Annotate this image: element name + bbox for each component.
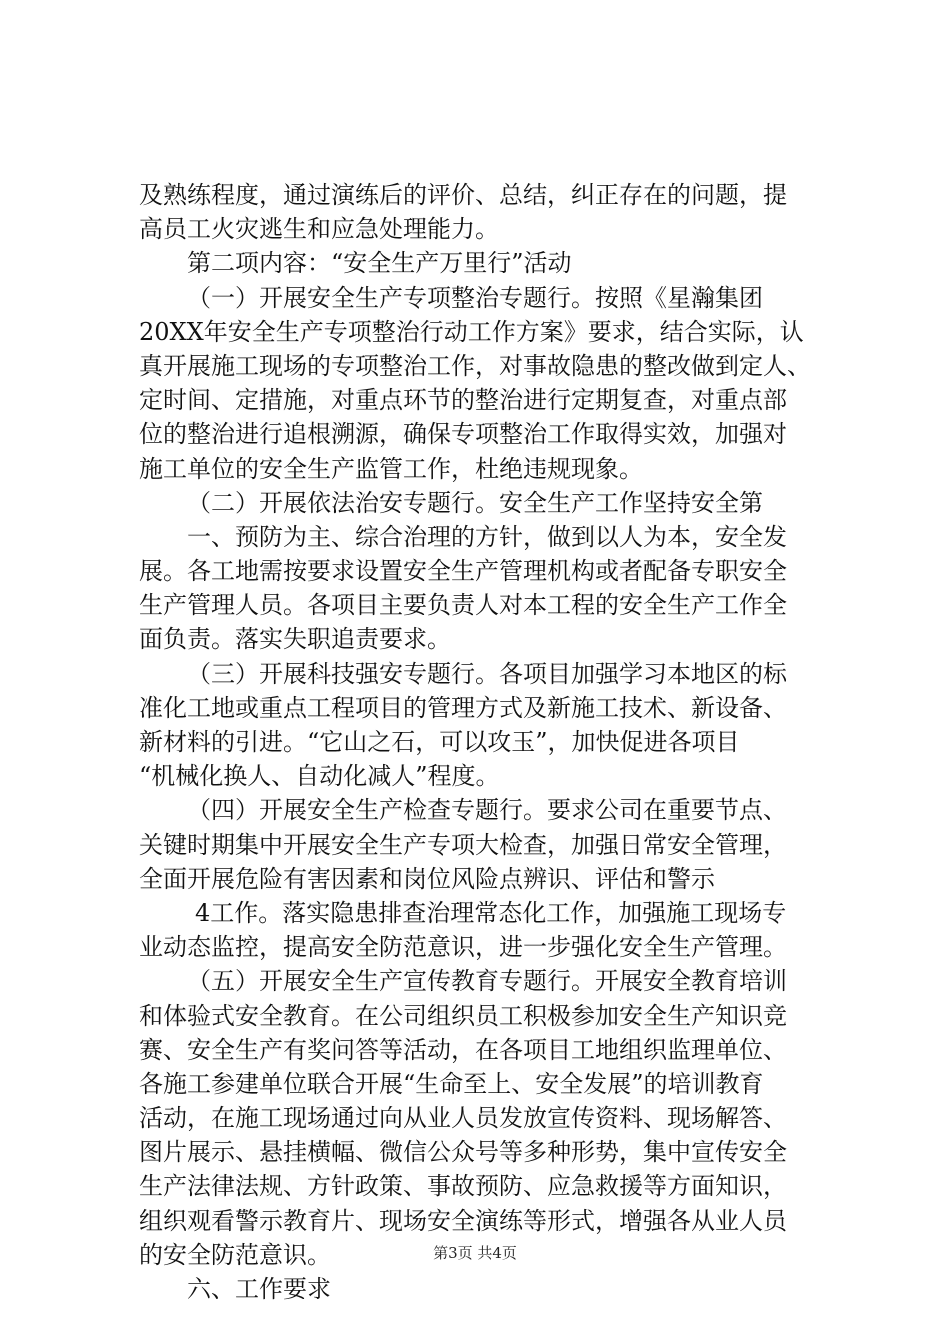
text-line: 位的整治进行追根溯源，确保专项整治工作取得实效，加强对 — [139, 420, 787, 449]
text-line: 及熟练程度，通过演练后的评价、总结，纠正存在的问题，提 — [139, 181, 787, 209]
paragraph-start: （五）开展安全生产宣传教育专题行。开展安全教育培训 — [187, 967, 787, 996]
text-line: 组织观看警示教育片、现场安全演练等形式，增强各从业人员 — [139, 1206, 787, 1235]
paragraph-start: （三）开展科技强安专题行。各项目加强学习本地区的标 — [187, 659, 787, 688]
text-line: 定时间、定措施，对重点环节的整治进行定期复查，对重点部 — [139, 386, 787, 415]
document-body — [139, 178, 859, 1306]
paragraph-start: （二）开展依法治安专题行。安全生产工作坚持安全第 — [187, 488, 763, 517]
text-line: 赛、安全生产有奖问答等活动，在各项目工地组织监理单位、 — [139, 1035, 787, 1064]
paragraph-start: （四）开展安全生产检查专题行。要求公司在重要节点、 — [187, 796, 787, 825]
text-line: 图片展示、悬挂横幅、微信公众号等多种形势，集中宣传安全 — [139, 1138, 787, 1167]
text-line: 展。各工地需按要求设置安全生产管理机构或者配备专职安全 — [139, 557, 787, 586]
text-line: 生产法律法规、方针政策、事故预防、应急救援等方面知识， — [139, 1172, 787, 1201]
text-line: 各施工参建单位联合开展“生命至上、安全发展”的培训教育 — [139, 1069, 764, 1098]
text-line: “机械化换人、自动化减人”程度。 — [139, 762, 500, 791]
text-line: 生产管理人员。各项目主要负责人对本工程的安全生产工作全 — [139, 591, 787, 620]
text-line: 面负责。落实失职追责要求。 — [139, 625, 451, 654]
text-line: 准化工地或重点工程项目的管理方式及新施工技术、新设备、 — [139, 693, 787, 722]
paragraph-start: （一）开展安全生产专项整治专题行。按照《星瀚集团 — [187, 283, 763, 312]
text-line: 一、预防为主、综合治理的方针，做到以人为本，安全发 — [187, 522, 787, 551]
text-line: 20XX年安全生产专项整治行动工作方案》要求，结合实际，认 — [139, 317, 804, 346]
text-line: 的安全防范意识。 — [139, 1240, 331, 1269]
section-heading: 六、工作要求 — [187, 1275, 331, 1303]
text-line: 真开展施工现场的专项整治工作，对事故隐患的整改做到定人、 — [139, 351, 811, 380]
text-line: 高员工火灾逃生和应急处理能力。 — [139, 215, 499, 244]
text-line: 业动态监控，提高安全防范意识，进一步强化安全生产管理。 — [139, 933, 787, 962]
text-line: 活动，在施工现场通过向从业人员发放宣传资料、现场解答、 — [139, 1104, 787, 1133]
text-line: 关键时期集中开展安全生产专项大检查，加强日常安全管理， — [139, 830, 787, 859]
text-line: 新材料的引进。“它山之石，可以攻玉”，加快促进各项目 — [139, 728, 740, 756]
text-line: 施工单位的安全生产监管工作，杜绝违规现象。 — [139, 454, 643, 483]
section-heading: 第二项内容：“安全生产万里行”活动 — [187, 249, 572, 278]
text-line: 和体验式安全教育。在公司组织员工积极参加安全生产知识竞 — [139, 1001, 787, 1030]
page-number-footer: 第3页 共4页 — [433, 1244, 517, 1262]
text-line: 4工作。落实隐患排查治理常态化工作，加强施工现场专 — [195, 898, 787, 927]
text-line: 全面开展危险有害因素和岗位风险点辨识、评估和警示 — [139, 864, 715, 893]
